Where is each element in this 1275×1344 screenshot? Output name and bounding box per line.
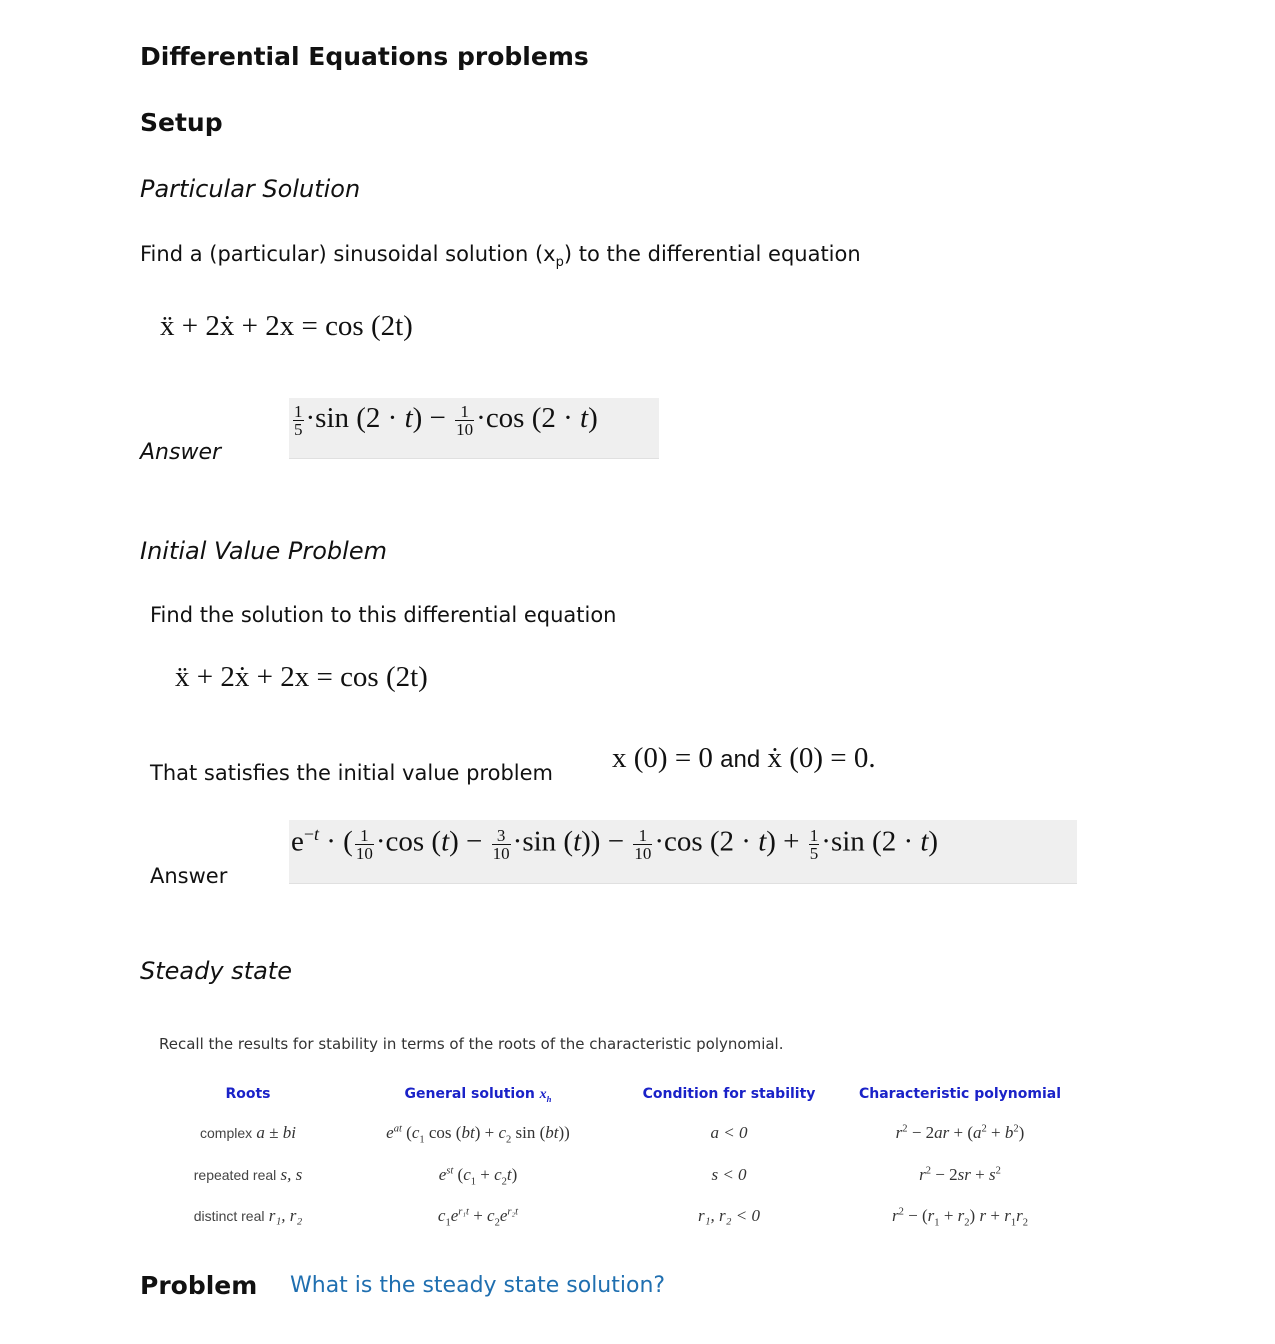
table-header-roots: Roots bbox=[225, 1086, 271, 1102]
problem-question[interactable]: What is the steady state solution? bbox=[290, 1273, 666, 1298]
ivp-equation: ẍ + 2ẋ + 2x = cos (2t) bbox=[175, 661, 428, 693]
particular-answer-box bbox=[289, 398, 659, 459]
problem-label: Problem bbox=[140, 1271, 258, 1300]
particular-answer-label: Answer bbox=[140, 440, 222, 465]
stability-recall-text: Recall the results for stability in terms of the roots of the characteristic polynomial. bbox=[159, 1035, 784, 1053]
ivp-heading: Initial Value Problem bbox=[140, 537, 387, 565]
steady-heading: Steady state bbox=[140, 957, 292, 985]
particular-answer-math: $\frac{1}{5}$ ·sin (2 · t) − $\frac{1}{10}$ ·cos (2 · t) bbox=[294, 401, 598, 439]
table-header-condition: Condition for stability bbox=[642, 1086, 816, 1102]
particular-equation: ẍ + 2ẋ + 2x = cos (2t) bbox=[160, 310, 413, 342]
ivp-answer-math: $e^{-t}$ · ( $\frac{1}{10}$ ·cos (t) − $\frac{3}{10}$ ·sin (t)) − $\frac{1}{10}$ ·cos (2 · t) + $\frac{1}{5}$ ·sin (2 · t) bbox=[291, 824, 939, 863]
particular-prompt: Find a (particular) sinusoidal solution $(x_p)$ to the differential equation bbox=[140, 242, 861, 271]
ivp-prompt: Find the solution to this differential equation bbox=[150, 603, 617, 627]
table-cell-condition: a < 0 bbox=[710, 1123, 748, 1142]
table-cell-condition: s < 0 bbox=[711, 1165, 747, 1184]
particular-heading: Particular Solution bbox=[140, 175, 361, 203]
table-cell-poly: $r^2 - (r_1 + r_2) r + r_1r_2$ bbox=[892, 1206, 1028, 1229]
ivp-answer-label: Answer bbox=[150, 864, 228, 888]
table-cell-condition: r₁, r₂ < 0 bbox=[697, 1206, 761, 1225]
table-row: distinct real r₁, r₂ bbox=[193, 1206, 303, 1225]
setup-heading: Setup bbox=[140, 108, 223, 137]
table-cell-general: $e^{at}$ ($c_1$ $\cos (bt) + c_2$ sin (bt)) bbox=[386, 1123, 570, 1146]
ivp-answer-box bbox=[289, 820, 1077, 884]
table-cell-poly: $r^2 - 2ar + (a^2 + b^2)$ bbox=[895, 1123, 1025, 1142]
table-row: repeated real s, s bbox=[193, 1165, 303, 1184]
ivp-condition-math: x (0) = 0 and ẋ (0) = 0. bbox=[612, 742, 876, 774]
table-header-general: General solution $x_h$ bbox=[404, 1086, 552, 1104]
table-header-poly: Characteristic polynomial bbox=[858, 1086, 1061, 1102]
table-cell-general: $c_1e^{r_1t} + c_2e^{r_2t}$ bbox=[437, 1206, 519, 1229]
table-cell-poly: $r^2 - 2sr + s^2$ bbox=[919, 1165, 1001, 1184]
ivp-condition-text: That satisfies the initial value problem bbox=[150, 761, 553, 785]
page-title: Differential Equations problems bbox=[140, 42, 589, 71]
table-cell-general: $e^{st}$ $(c_1 + c_2t)$ bbox=[438, 1165, 518, 1188]
table-row: complex a ± bi bbox=[200, 1123, 296, 1142]
